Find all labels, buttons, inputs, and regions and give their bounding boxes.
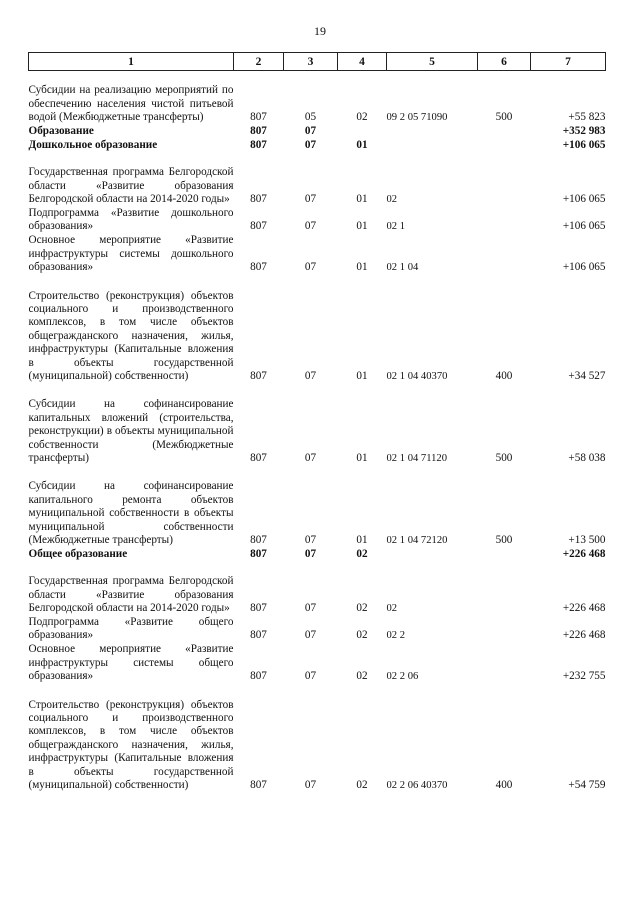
row-code: 807: [250, 261, 267, 274]
row-section: 07: [304, 629, 317, 642]
row-section: 07: [304, 220, 317, 233]
row-subsection: 02: [356, 670, 368, 683]
row-subsection: [338, 125, 387, 139]
row-code: 807: [250, 534, 267, 547]
row-amount: +106 065: [562, 220, 606, 233]
row-section: 07: [304, 452, 317, 465]
row-expense-type: [478, 562, 531, 616]
row-expense-type: [478, 643, 531, 684]
row-description: Общее образование: [28, 548, 128, 561]
budget-table: [28, 52, 606, 793]
row-target-article: 02 1 04 71120: [386, 453, 448, 465]
row-section: 07: [304, 534, 317, 547]
row-expense-type: [478, 153, 531, 207]
row-target-article: 09 2 05 71090: [386, 112, 448, 124]
row-expense-type: 500: [495, 452, 513, 465]
row-subsection: 01: [356, 193, 368, 206]
row-code: 807: [250, 370, 267, 383]
row-amount: +55 823: [568, 111, 606, 124]
table-row: [29, 548, 606, 562]
row-description: Субсидии на софинансирование капитального ремонта объектов муниципальной собственности в объекты муниципальной собственности (Межбюджетные трансферты): [28, 480, 234, 547]
row-amount: +232 755: [562, 670, 606, 683]
row-expense-type: 500: [495, 111, 513, 124]
row-subsection: 01: [356, 452, 368, 465]
row-code: 807: [250, 779, 267, 792]
row-code: 807: [250, 670, 267, 683]
table-row: [29, 616, 606, 643]
row-subsection: 02: [356, 629, 368, 642]
table-row: [29, 643, 606, 684]
row-expense-type: [478, 548, 531, 562]
row-description: Подпрограмма «Развитие дошкольного образования»: [28, 206, 234, 233]
table-row: [29, 153, 606, 207]
page-number: 19: [314, 24, 326, 38]
row-expense-type: 500: [495, 534, 513, 547]
row-target-article: [387, 548, 478, 562]
row-subsection: 02: [356, 111, 368, 124]
row-target-article: 02 1 04 40370: [386, 371, 448, 383]
row-description: Образование: [28, 125, 94, 138]
row-target-article: 02 2 06 40370: [386, 780, 448, 792]
row-description: Подпрограмма «Развитие общего образования»: [28, 615, 234, 642]
row-description: Государственная программа Белгородской области «Развитие образования Белгородской области на 2014-2020 годы»: [28, 166, 234, 206]
row-expense-type: [478, 207, 531, 234]
column-header: 4: [338, 53, 387, 71]
row-amount: +106 065: [562, 261, 606, 274]
row-subsection: 02: [356, 548, 368, 561]
table-row: [29, 684, 606, 793]
row-description: Субсидии на софинансирование капитальных вложений (строительства, реконструкции) в объекты муниципальной собственности (Межбюджетные трансферты): [28, 398, 234, 465]
row-target-article: 02 1: [386, 221, 406, 233]
row-section: 07: [304, 779, 317, 792]
table-header-row: [29, 53, 606, 71]
row-subsection: 01: [356, 370, 368, 383]
row-subsection: 02: [356, 779, 368, 792]
row-expense-type: 400: [495, 779, 513, 792]
column-header: 6: [478, 53, 531, 71]
row-amount: +58 038: [568, 452, 606, 465]
table-row: [29, 562, 606, 616]
row-expense-type: [478, 616, 531, 643]
row-code: 807: [250, 125, 267, 138]
row-description: Дошкольное образование: [28, 139, 158, 152]
row-amount: +54 759: [568, 779, 606, 792]
row-target-article: 02 2: [386, 630, 406, 642]
row-code: 807: [250, 629, 267, 642]
table-row: [29, 466, 606, 548]
row-amount: +106 065: [562, 139, 606, 152]
row-section: 07: [304, 139, 317, 152]
row-code: 807: [250, 602, 267, 615]
row-section: 07: [304, 670, 317, 683]
row-section: 07: [304, 261, 317, 274]
row-section: 07: [304, 193, 317, 206]
table-row: [29, 234, 606, 275]
table-row: [29, 275, 606, 384]
row-subsection: 02: [356, 602, 368, 615]
row-description: Субсидии на реализацию мероприятий по обеспечению населения чистой питьевой водой (Межбюджетные трансферты): [28, 84, 234, 124]
row-code: 807: [250, 193, 267, 206]
row-code: 807: [250, 139, 267, 152]
row-code: 807: [250, 548, 267, 561]
row-subsection: 01: [356, 139, 368, 152]
row-expense-type: [478, 234, 531, 275]
row-expense-type: 400: [495, 370, 513, 383]
row-code: 807: [250, 111, 267, 124]
row-amount: +13 500: [568, 534, 606, 547]
column-header: 7: [531, 53, 606, 71]
column-header: 1: [29, 53, 234, 71]
table-row: [29, 139, 606, 153]
row-target-article: [387, 139, 478, 153]
row-section: 07: [304, 125, 317, 138]
column-header: 2: [234, 53, 284, 71]
row-subsection: 01: [356, 220, 368, 233]
row-expense-type: [478, 139, 531, 153]
row-description: Строительство (реконструкция) объектов социального и производственного комплексов, в том числе объектов общегражданского назначения, жилья, инфраструктуры (Капитальные вложения в объекты государственной (муниципальной) собственности): [28, 698, 234, 792]
row-description: Основное мероприятие «Развитие инфраструктуры системы дошкольного образования»: [28, 234, 234, 274]
row-target-article: 02 1 04 72120: [386, 535, 448, 547]
row-description: Строительство (реконструкция) объектов социального и производственного комплексов, в том числе объектов общегражданского назначения, жилья, инфраструктуры (Капитальные вложения в объекты государственной (муниципальной) собственности): [28, 289, 234, 383]
row-code: 807: [250, 220, 267, 233]
row-section: 07: [304, 370, 317, 383]
table-row: [29, 125, 606, 139]
row-target-article: [387, 125, 478, 139]
row-amount: +226 468: [562, 602, 606, 615]
row-amount: +106 065: [562, 193, 606, 206]
table-row: [29, 207, 606, 234]
row-subsection: 01: [356, 261, 368, 274]
row-description: Основное мероприятие «Развитие инфраструктуры системы общего образования»: [28, 643, 234, 683]
row-amount: +34 527: [568, 370, 606, 383]
row-amount: +352 983: [562, 125, 606, 138]
row-target-article: 02: [386, 603, 398, 615]
row-section: 07: [304, 602, 317, 615]
column-header: 5: [387, 53, 478, 71]
row-section: 07: [304, 548, 317, 561]
row-section: 05: [304, 111, 317, 124]
table-row: [29, 384, 606, 466]
row-target-article: 02 2 06: [386, 671, 419, 683]
row-subsection: 01: [356, 534, 368, 547]
row-expense-type: [478, 125, 531, 139]
row-target-article: 02: [386, 194, 398, 206]
row-code: 807: [250, 452, 267, 465]
column-header: 3: [284, 53, 338, 71]
row-amount: +226 468: [562, 548, 606, 561]
row-target-article: 02 1 04: [386, 262, 419, 274]
table-row: [29, 71, 606, 125]
row-description: Государственная программа Белгородской области «Развитие образования Белгородской области на 2014-2020 годы»: [28, 575, 234, 615]
row-amount: +226 468: [562, 629, 606, 642]
